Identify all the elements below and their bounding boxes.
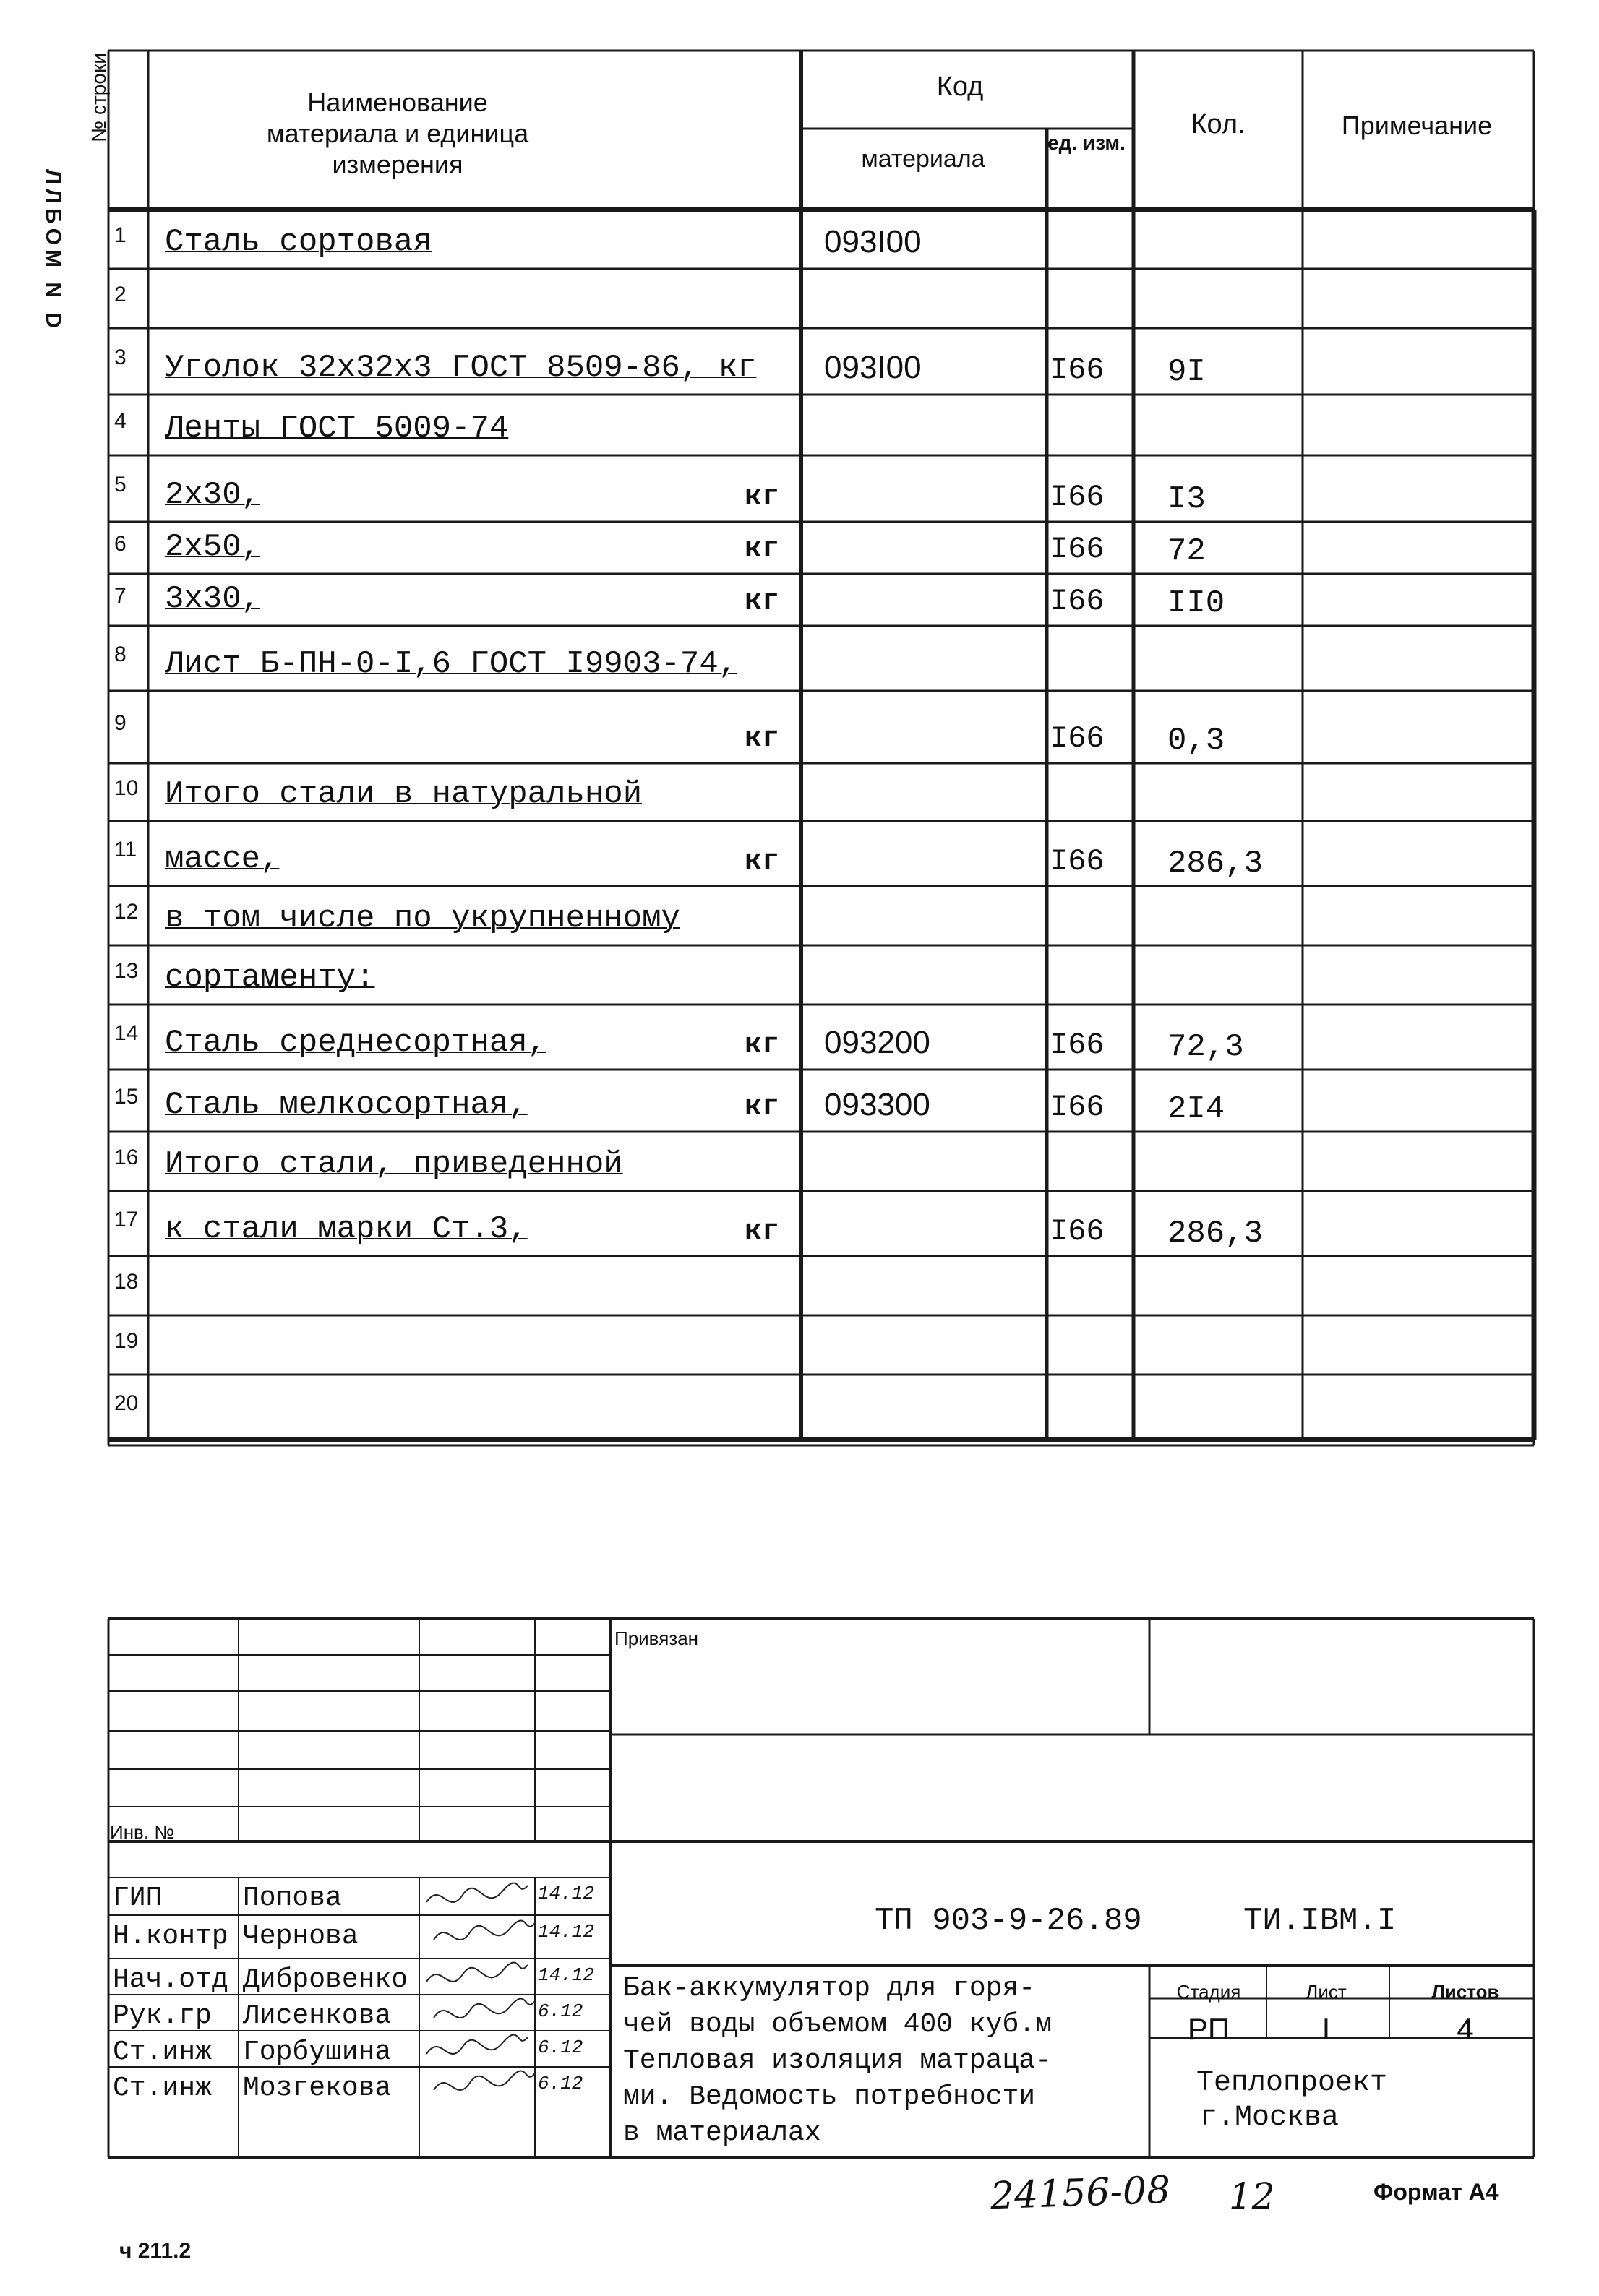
row-material-name: Итого стали, приведенной	[165, 1146, 623, 1182]
row-unit: кг	[745, 1029, 780, 1062]
row-number: 13	[114, 959, 139, 983]
row-material-name: сортаменту:	[165, 960, 375, 996]
row-quantity: 286,3	[1167, 846, 1264, 882]
row-quantity: 2I4	[1167, 1091, 1225, 1127]
row-material-code: 093I00	[824, 350, 922, 385]
row-material-name: к стали марки Ст.3,	[165, 1211, 528, 1247]
row-unit-code: I66	[1050, 1214, 1105, 1249]
row-unit: кг	[745, 846, 780, 878]
format-label: Формат А4	[1373, 2179, 1499, 2205]
stamp-city: г.Москва	[1200, 2102, 1339, 2134]
row-material-code: 093300	[824, 1087, 930, 1122]
stamp-sheet-value: I	[1321, 2012, 1331, 2046]
stamp-staff-row	[108, 1963, 611, 1996]
stamp-date: 14.12	[538, 1964, 595, 1986]
row-unit-code: I66	[1050, 480, 1105, 515]
row-unit: кг	[745, 1216, 780, 1248]
stamp-role: Ст.инж	[113, 2037, 212, 2068]
row-number: 4	[114, 409, 127, 433]
table-row	[108, 1070, 1534, 1132]
header-code-unit: ед. изм.	[1047, 132, 1126, 154]
row-material-name: Сталь среднесортная,	[165, 1025, 547, 1061]
table-row	[108, 691, 1534, 763]
stamp-sheet-label: Лист	[1306, 1981, 1347, 2003]
stamp-person-name: Горбушина	[243, 2037, 392, 2068]
corner-code: ч 211.2	[119, 2239, 192, 2263]
table-row	[108, 328, 1534, 395]
table-row	[108, 886, 1534, 945]
row-unit: кг	[745, 585, 780, 618]
row-unit-code: I66	[1050, 584, 1105, 619]
stamp-document-code: ТП 903-9-26.89	[875, 1903, 1142, 1939]
stamp-role: Ст.инж	[113, 2073, 212, 2104]
table-row	[108, 626, 1534, 691]
stamp-date: 6.12	[538, 2037, 583, 2058]
stamp-stage-value: РП	[1187, 2012, 1230, 2046]
row-material-name: 3x30,	[165, 581, 261, 617]
header-row-number: № строки	[87, 53, 110, 142]
stamp-inventory-label: Инв. №	[110, 1821, 175, 1843]
header-material-name: Наименование материала и единица измерения	[266, 87, 529, 180]
stamp-staff-row	[108, 2035, 611, 2068]
row-material-name: Уголок 32x32x3 ГОСТ 8509-86, кг	[165, 350, 757, 386]
handwritten-page: 12	[1229, 2175, 1275, 2217]
row-number: 7	[114, 584, 127, 608]
table-row	[108, 1256, 1534, 1315]
row-quantity: 72	[1167, 533, 1206, 569]
row-material-name: массе,	[165, 841, 280, 877]
stamp-title-line: Бак-аккумулятор для горя-	[623, 1973, 1036, 2004]
row-number: 20	[114, 1391, 139, 1415]
table-row	[108, 395, 1534, 455]
table-row	[108, 522, 1534, 574]
header-code: Код	[936, 72, 984, 102]
stamp-document-mark: ТИ.IВМ.I	[1243, 1903, 1397, 1939]
header-note: Примечание	[1341, 111, 1493, 140]
row-quantity: 0,3	[1167, 723, 1225, 759]
stamp-role: ГИП	[113, 1883, 163, 1914]
header-quantity: Кол.	[1191, 109, 1246, 139]
row-unit: кг	[745, 1091, 780, 1124]
row-unit: кг	[745, 723, 780, 755]
row-number: 6	[114, 532, 127, 556]
row-quantity: 9I	[1167, 354, 1206, 390]
row-material-name: Ленты ГОСТ 5009-74	[165, 410, 509, 447]
row-number: 19	[114, 1329, 139, 1353]
row-unit-code: I66	[1050, 1028, 1105, 1062]
row-number: 3	[114, 345, 127, 369]
stamp-date: 14.12	[538, 1883, 595, 1904]
row-number: 16	[114, 1145, 139, 1169]
table-row	[108, 269, 1534, 328]
row-unit: кг	[745, 481, 780, 514]
row-number: 17	[114, 1208, 139, 1231]
row-quantity: 72,3	[1167, 1029, 1244, 1065]
stamp-person-name: Чернова	[243, 1921, 359, 1952]
row-number: 14	[114, 1021, 139, 1045]
row-number: 15	[114, 1085, 139, 1109]
row-material-name: в том числе по укрупненному	[165, 900, 680, 937]
table-row	[108, 821, 1534, 886]
row-unit: кг	[745, 533, 780, 566]
stamp-title-line: в материалах	[623, 2117, 821, 2149]
table-row	[108, 455, 1534, 522]
row-number: 12	[114, 900, 139, 924]
stamp-staff-row	[108, 2071, 611, 2104]
row-material-name: Лист Б-ПН-0-I,6 ГОСТ I9903-74,	[165, 646, 738, 682]
row-unit-code: I66	[1050, 532, 1105, 567]
handwritten-number: 24156-08	[990, 2168, 1172, 2219]
row-quantity: 286,3	[1167, 1216, 1264, 1252]
row-unit-code: I66	[1050, 1090, 1105, 1125]
table-row	[108, 574, 1534, 626]
table-row	[108, 1132, 1534, 1191]
stamp-organization: Теплопроект	[1196, 2067, 1388, 2099]
row-number: 1	[114, 223, 127, 247]
stamp-staff-row	[108, 1999, 611, 2032]
row-quantity: I3	[1167, 481, 1206, 517]
stamp-person-name: Лисенкова	[243, 2000, 392, 2031]
row-number: 18	[114, 1270, 139, 1294]
row-number: 8	[114, 642, 127, 666]
stamp-date: 14.12	[538, 1921, 595, 1943]
row-material-name: Сталь сортовая	[165, 224, 432, 260]
row-material-code: 093200	[824, 1025, 930, 1060]
stamp-title-line: чей воды объемом 400 куб.м	[623, 2009, 1052, 2040]
stamp-privyazan-label: Привязан	[614, 1628, 699, 1649]
stamp-title-line: ми. Ведомость потребности	[623, 2081, 1036, 2112]
row-material-name: Итого стали в натуральной	[165, 776, 643, 812]
row-unit-code: I66	[1050, 721, 1105, 756]
stamp-role: Рук.гр	[113, 2000, 212, 2031]
row-material-name: Сталь мелкосортная,	[165, 1087, 528, 1123]
stamp-role: Нач.отд	[113, 1964, 228, 1995]
row-material-code: 093I00	[824, 224, 922, 259]
stamp-sheets-label: Листов	[1431, 1981, 1499, 2003]
row-number: 11	[114, 838, 137, 861]
stamp-role: Н.контр	[113, 1921, 228, 1952]
table-row	[108, 1005, 1534, 1070]
stamp-stage-label: Стадия	[1176, 1981, 1241, 2003]
stamp-person-name: Дибровенко	[243, 1964, 408, 1995]
header-code-material: материала	[861, 145, 985, 173]
stamp-person-name: Попова	[243, 1883, 342, 1914]
table-row	[108, 1315, 1534, 1375]
row-number: 9	[114, 711, 127, 735]
table-row	[108, 1375, 1534, 1440]
row-material-name: 2x50,	[165, 529, 261, 565]
side-archive-mark: ЛЛБОМ N D	[41, 169, 65, 332]
row-quantity: II0	[1167, 585, 1225, 622]
stamp-title-line: Тепловая изоляция матраца-	[623, 2045, 1052, 2076]
row-number: 5	[114, 473, 127, 496]
stamp-date: 6.12	[538, 2073, 583, 2094]
table-row	[108, 1191, 1534, 1256]
stamp-date: 6.12	[538, 2000, 583, 2022]
stamp-sheets-value: 4	[1457, 2012, 1474, 2046]
row-unit-code: I66	[1050, 844, 1105, 879]
stamp-staff-row	[108, 1919, 611, 1953]
stamp-person-name: Мозгекова	[243, 2073, 392, 2104]
row-number: 10	[114, 776, 139, 800]
row-unit-code: I66	[1050, 353, 1105, 387]
row-material-name: 2x30,	[165, 477, 261, 513]
table-row	[108, 763, 1534, 821]
row-number: 2	[114, 283, 127, 306]
table-row	[108, 945, 1534, 1005]
stamp-staff-row	[108, 1881, 611, 1914]
table-row	[108, 210, 1534, 269]
